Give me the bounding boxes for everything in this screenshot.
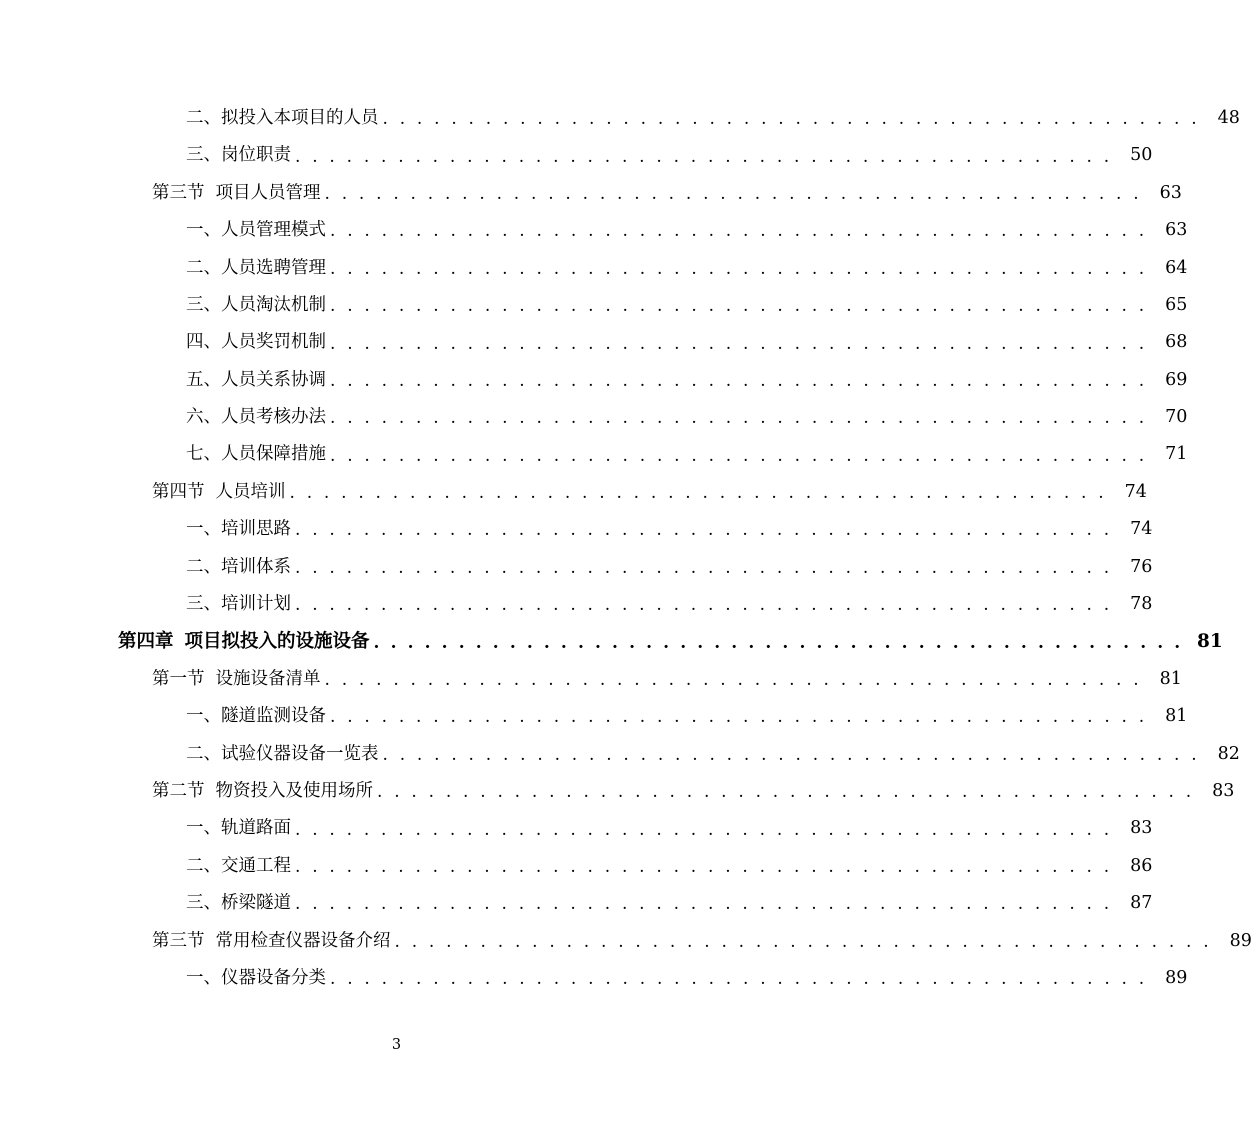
toc-entry-number: 三、 [186,145,221,166]
toc-entry-number: 第三节 [152,930,205,951]
toc-subsection-entry[interactable] [0,212,1188,249]
toc-entry-page: 74 [1130,519,1153,540]
toc-subsection-entry[interactable] [0,511,1153,548]
toc-dot-leader: . . . . . . . . . . . . . . . . . . . . . . . . . . . . . . . . . . . . . . . . . . . . . . . . [330,445,1148,466]
toc-dot-leader: . . . . . . . . . . . . . . . . . . . . . . . . . . . . . . . . . . . . . . . . . . . . . . . . [295,146,1113,167]
toc-entry-title: 岗位职责 [221,145,291,166]
toc-dot-leader: . . . . . . . . . . . . . . . . . . . . . . . . . . . . . . . . . . . . . . . . . . . . . . . . [373,632,1183,653]
toc-entry-title: 项目拟投入的设施设备 [184,630,370,652]
toc-entry-page: 48 [1217,107,1240,128]
toc-entry-page: 86 [1130,855,1153,876]
toc-section-entry[interactable] [0,474,1147,511]
toc-dot-leader: . . . . . . . . . . . . . . . . . . . . . . . . . . . . . . . . . . . . . . . . . . . . . . . . [330,258,1148,279]
toc-entry-title: 人员培训 [215,481,286,502]
toc-subsection-entry[interactable] [0,324,1188,361]
toc-dot-leader: . . . . . . . . . . . . . . . . . . . . . . . . . . . . . . . . . . . . . . . . . . . . . . . . [330,296,1148,317]
toc-subsection-entry[interactable] [0,250,1188,287]
toc-entry-title: 人员考核办法 [221,407,326,428]
toc-entry-page: 76 [1130,556,1153,577]
toc-entry-title: 物资投入及使用场所 [215,780,373,801]
toc-entry-page: 87 [1130,893,1153,914]
toc-entry-title: 人员保障措施 [221,444,326,465]
toc-entry-page: 78 [1130,594,1153,615]
toc-entry-number: 三、 [186,594,221,615]
toc-entry-number: 二、 [186,743,221,764]
toc-entry-number: 六、 [186,407,221,428]
toc-dot-leader: . . . . . . . . . . . . . . . . . . . . . . . . . . . . . . . . . . . . . . . . . . . . . . . . [295,520,1113,541]
toc-entry-number: 第一节 [152,668,205,689]
toc-entry-number: 三、 [186,294,221,315]
toc-dot-leader: . . . . . . . . . . . . . . . . . . . . . . . . . . . . . . . . . . . . . . . . . . . . . . . . [330,969,1148,990]
toc-entry-page: 89 [1165,967,1188,988]
toc-entry-title: 设施设备清单 [215,668,321,689]
toc-entry-page: 68 [1165,332,1188,353]
toc-entry-title: 人员管理模式 [221,220,326,241]
toc-dot-leader: . . . . . . . . . . . . . . . . . . . . . . . . . . . . . . . . . . . . . . . . . . . . . . . . [382,744,1200,765]
toc-entry-page: 83 [1212,780,1235,801]
toc-dot-leader: . . . . . . . . . . . . . . . . . . . . . . . . . . . . . . . . . . . . . . . . . . . . . . . . [330,370,1148,391]
toc-entry-title: 培训体系 [221,556,291,577]
toc-entry-page: 81 [1165,706,1188,727]
table-of-contents [0,100,1252,997]
toc-dot-leader: . . . . . . . . . . . . . . . . . . . . . . . . . . . . . . . . . . . . . . . . . . . . . . . . [394,931,1212,952]
toc-entry-number: 一、 [186,519,221,540]
toc-entry-page: 65 [1165,294,1188,315]
toc-entry-page: 71 [1165,444,1188,465]
toc-entry-number: 一、 [186,818,221,839]
toc-entry-number: 第三节 [152,182,205,203]
toc-entry-title: 人员关系协调 [221,369,326,390]
toc-entry-number: 二、 [186,257,221,278]
toc-subsection-entry[interactable] [0,549,1153,586]
toc-subsection-entry[interactable] [0,287,1188,324]
toc-subsection-entry[interactable] [0,437,1188,474]
toc-entry-page: 70 [1165,407,1188,428]
toc-dot-leader: . . . . . . . . . . . . . . . . . . . . . . . . . . . . . . . . . . . . . . . . . . . . . . . . [289,483,1107,504]
toc-entry-page: 81 [1197,630,1223,652]
toc-dot-leader: . . . . . . . . . . . . . . . . . . . . . . . . . . . . . . . . . . . . . . . . . . . . . . . . [330,221,1148,242]
toc-entry-number: 第四章 [118,630,174,652]
toc-dot-leader: . . . . . . . . . . . . . . . . . . . . . . . . . . . . . . . . . . . . . . . . . . . . . . . . [324,670,1142,691]
toc-entry-page: 82 [1217,743,1240,764]
toc-entry-page: 63 [1159,182,1182,203]
toc-entry-number: 第四节 [152,481,205,502]
toc-entry-title: 培训计划 [221,594,291,615]
toc-dot-leader: . . . . . . . . . . . . . . . . . . . . . . . . . . . . . . . . . . . . . . . . . . . . . . . . [330,707,1148,728]
toc-dot-leader: . . . . . . . . . . . . . . . . . . . . . . . . . . . . . . . . . . . . . . . . . . . . . . . . [330,333,1148,354]
toc-subsection-entry[interactable] [0,100,1240,137]
toc-entry-page: 83 [1130,818,1153,839]
toc-entry-number: 七、 [186,444,221,465]
toc-dot-leader: . . . . . . . . . . . . . . . . . . . . . . . . . . . . . . . . . . . . . . . . . . . . . . . . [330,408,1148,429]
toc-subsection-entry[interactable] [0,137,1153,174]
toc-entry-title: 人员淘汰机制 [221,294,326,315]
toc-entry-number: 二、 [186,107,221,128]
toc-entry-number: 一、 [186,706,221,727]
toc-entry-title: 常用检查仪器设备介绍 [215,930,391,951]
toc-dot-leader: . . . . . . . . . . . . . . . . . . . . . . . . . . . . . . . . . . . . . . . . . . . . . . . . [295,819,1113,840]
toc-entry-number: 一、 [186,220,221,241]
toc-subsection-entry[interactable] [0,362,1188,399]
toc-dot-leader: . . . . . . . . . . . . . . . . . . . . . . . . . . . . . . . . . . . . . . . . . . . . . . . . [295,857,1113,877]
toc-entry-title: 培训思路 [221,519,291,540]
toc-subsection-entry[interactable] [0,698,1188,735]
toc-entry-title: 仪器设备分类 [221,967,326,988]
toc-dot-leader: . . . . . . . . . . . . . . . . . . . . . . . . . . . . . . . . . . . . . . . . . . . . . . . . [324,183,1142,204]
toc-entry-title: 隧道监测设备 [221,706,326,727]
toc-chapter-entry[interactable] [0,623,1223,660]
toc-entry-page: 64 [1165,257,1188,278]
toc-dot-leader: . . . . . . . . . . . . . . . . . . . . . . . . . . . . . . . . . . . . . . . . . . . . . . . . [377,782,1195,803]
toc-subsection-entry[interactable] [0,399,1188,436]
toc-entry-title: 人员奖罚机制 [221,332,326,353]
toc-entry-page: 50 [1130,145,1153,166]
toc-entry-title: 试验仪器设备一览表 [221,743,379,764]
toc-entry-title: 交通工程 [221,855,291,876]
toc-entry-number: 一、 [186,967,221,988]
toc-subsection-entry[interactable] [0,586,1153,623]
toc-entry-number: 二、 [186,556,221,577]
toc-dot-leader: . . . . . . . . . . . . . . . . . . . . . . . . . . . . . . . . . . . . . . . . . . . . . . . . [295,894,1113,915]
toc-subsection-entry[interactable] [0,810,1153,847]
toc-entry-number: 三、 [186,893,221,914]
toc-entry-page: 63 [1165,220,1188,241]
toc-entry-page: 69 [1165,369,1188,390]
toc-entry-title: 人员选聘管理 [221,257,326,278]
page-number: 3 [391,1037,402,1053]
toc-dot-leader: . . . . . . . . . . . . . . . . . . . . . . . . . . . . . . . . . . . . . . . . . . . . . . . . [382,109,1200,130]
toc-entry-number: 二、 [186,855,221,876]
toc-entry-title: 轨道路面 [221,818,291,839]
toc-entry-number: 四、 [186,332,221,353]
toc-subsection-entry[interactable] [0,885,1153,922]
toc-entry-page: 81 [1159,668,1182,689]
toc-section-entry[interactable] [0,923,1252,960]
toc-dot-leader: . . . . . . . . . . . . . . . . . . . . . . . . . . . . . . . . . . . . . . . . . . . . . . . . [295,557,1113,578]
toc-section-entry[interactable] [0,773,1235,810]
toc-subsection-entry[interactable] [0,736,1240,773]
toc-entry-page: 74 [1124,481,1147,502]
toc-dot-leader: . . . . . . . . . . . . . . . . . . . . . . . . . . . . . . . . . . . . . . . . . . . . . . . . [295,595,1113,616]
toc-subsection-entry[interactable] [0,848,1153,885]
toc-entry-title: 桥梁隧道 [221,893,291,914]
toc-entry-title: 项目人员管理 [215,182,321,203]
toc-entry-title: 拟投入本项目的人员 [221,107,379,128]
toc-entry-number: 第二节 [152,780,205,801]
toc-section-entry[interactable] [0,175,1182,212]
toc-entry-number: 五、 [186,369,221,390]
toc-subsection-entry[interactable] [0,960,1188,997]
toc-section-entry[interactable] [0,661,1182,698]
toc-entry-page: 89 [1229,930,1252,951]
